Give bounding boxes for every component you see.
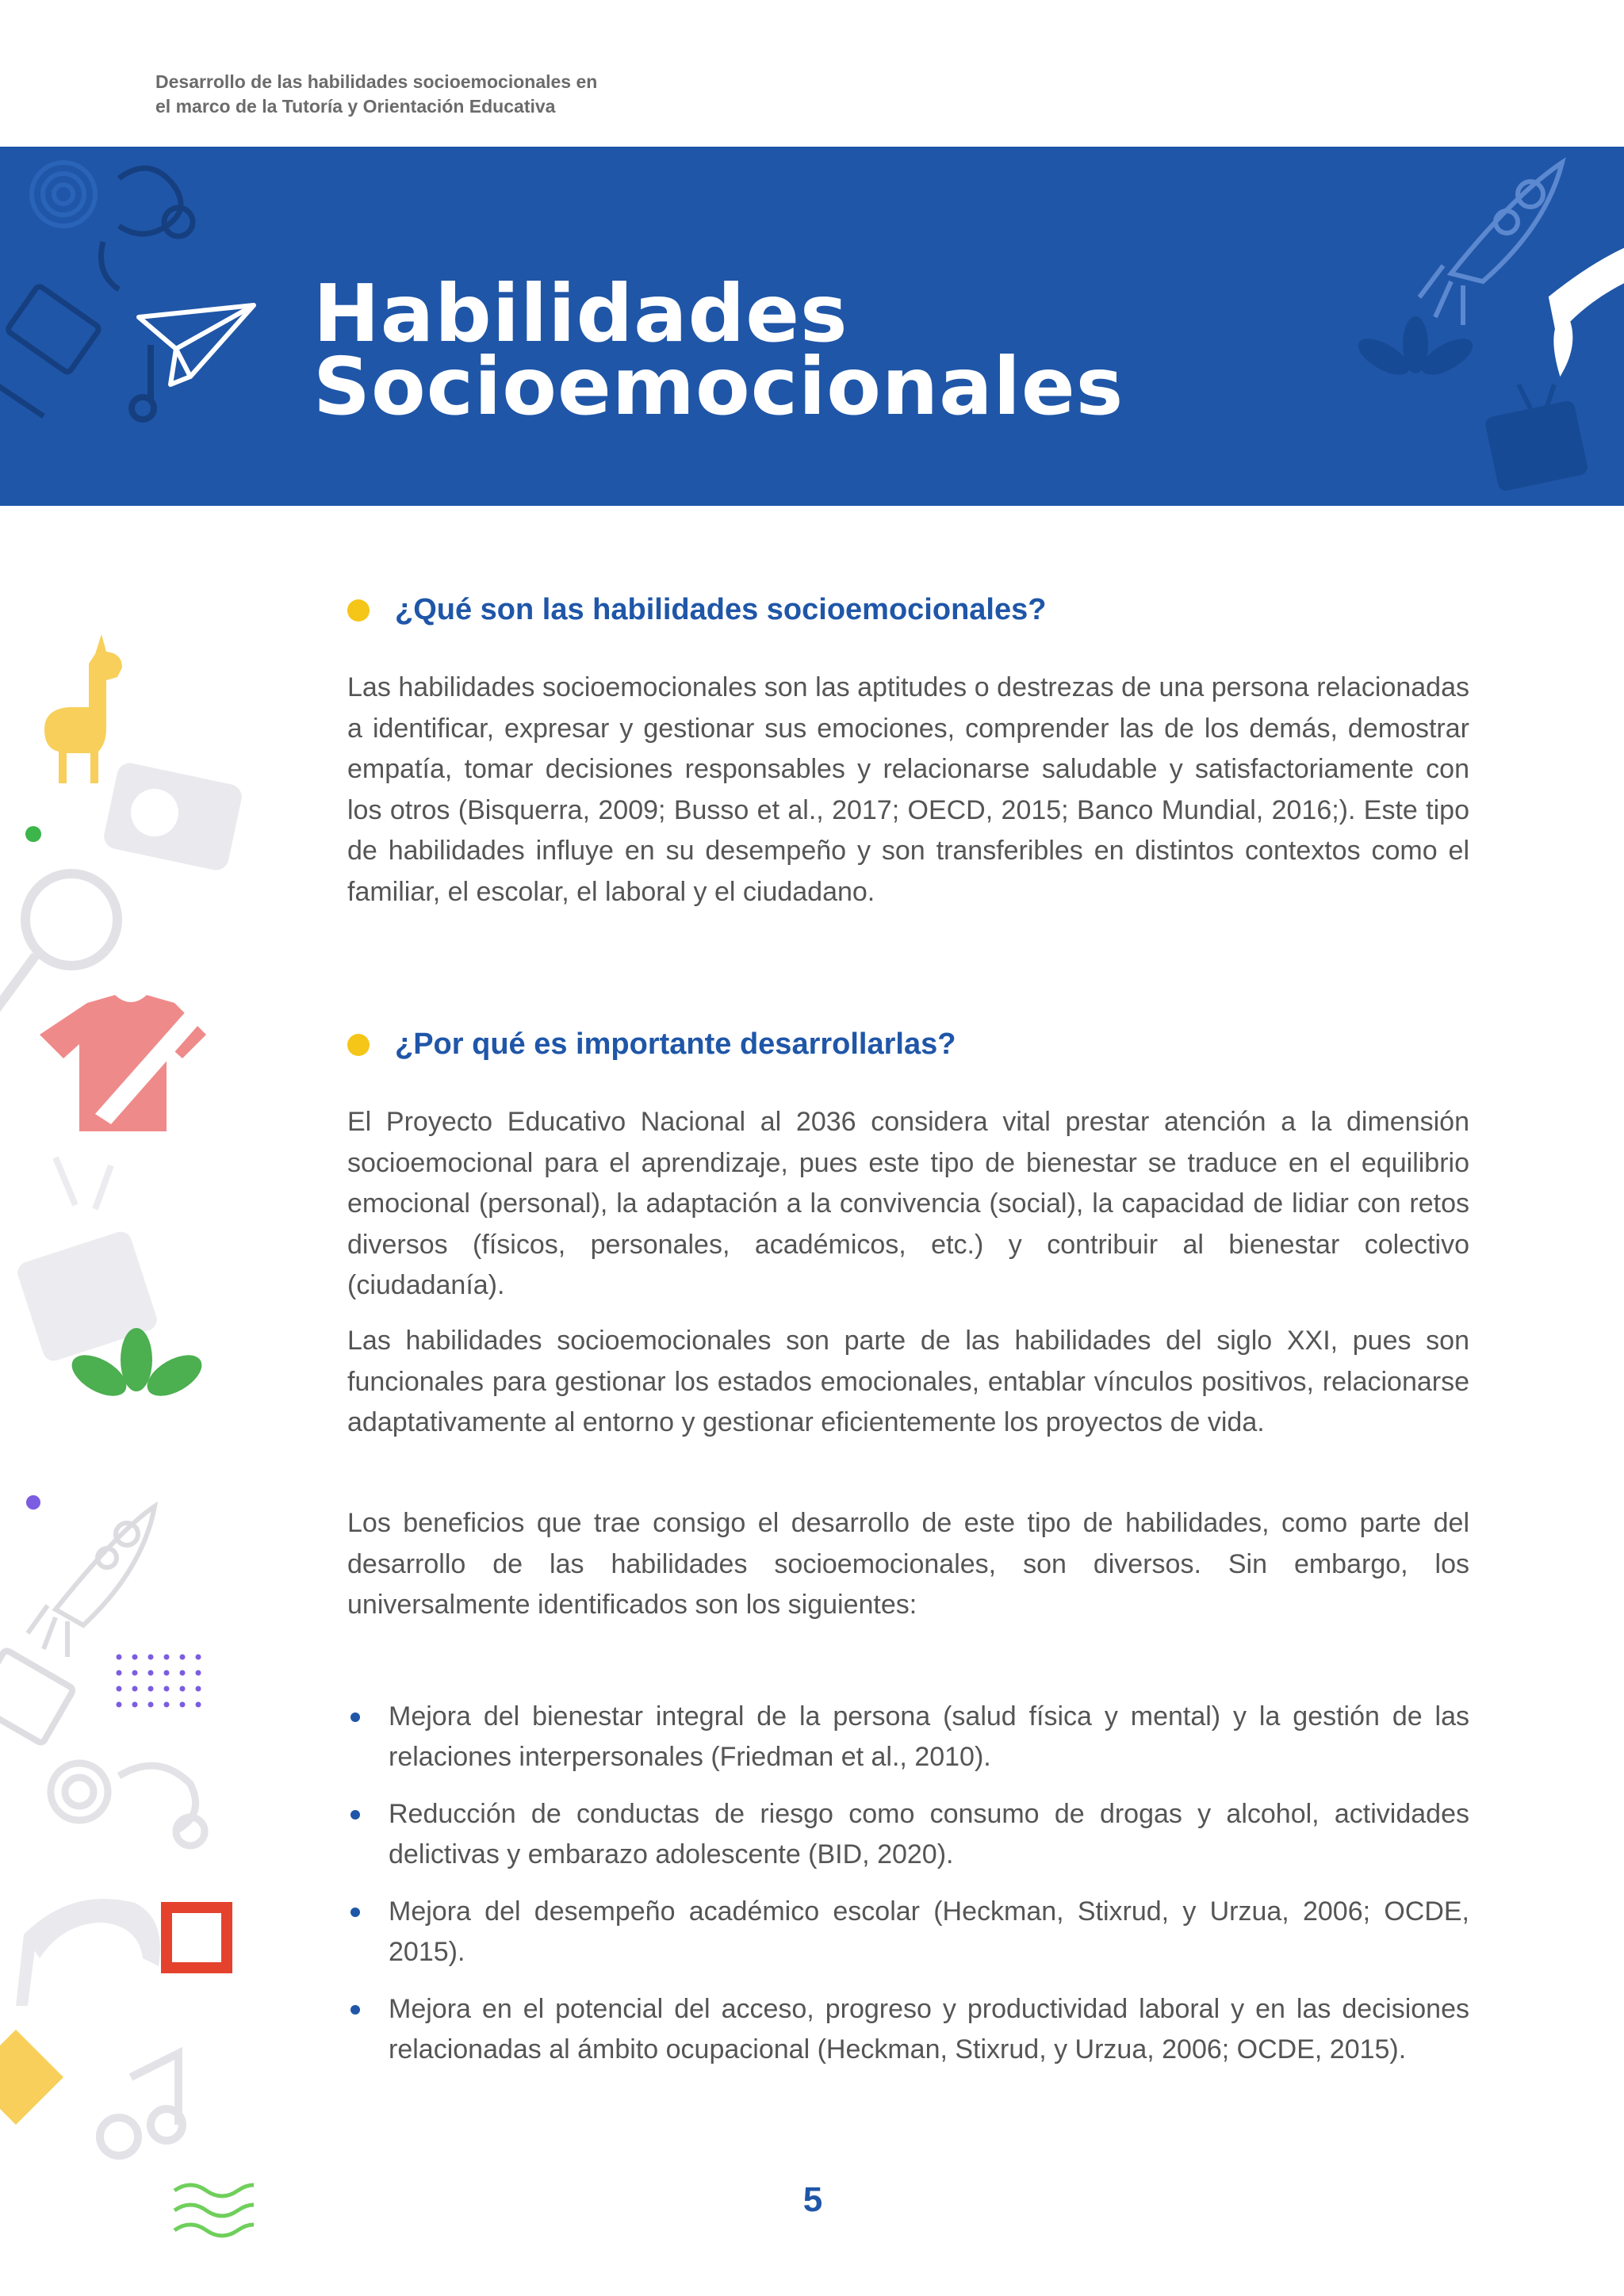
monkey-icon (102, 168, 193, 289)
list-item-text: Mejora del bienestar integral de la persona (salud física y mental) y la gestión de las relaciones interpersonales (Friedman et al., 2010). (389, 1701, 1469, 1772)
list-item-text: Mejora del desempeño académico escolar (Heckman, Stixrud, y Urzua, 2006; OCDE, 2015). (389, 1896, 1469, 1967)
tshirt-icon (40, 995, 206, 1131)
dot-grid-icon (117, 1655, 201, 1708)
paper-plane-icon (139, 305, 254, 385)
laptop-icon (0, 285, 100, 416)
page-title-line1: Habilidades (313, 267, 848, 360)
red-square-icon (167, 1908, 227, 1968)
list-bullet-icon (350, 2005, 360, 2015)
paragraph-definition: Las habilidades socioemocionales son las aptitudes o destrezas de una persona relacionadas a identificar, expresar y gestionar sus emociones, comprender las de los demás, demostrar empatía, tomar decisiones responsables y relacionarse saludable y satisfactoriamente con los otros (Bisquerra, 2009; Busso et al., 2017; OECD, 2015; Banco Mundial, 2016;). Este tipo de habilidades influye en su desempeño y son transferibles en distintos contextos como el familiar, el escolar, el laboral y el ciudadano. (347, 672, 1469, 907)
margin-decorations (0, 634, 254, 2296)
section-heading-what (347, 593, 1046, 627)
running-header (155, 70, 597, 119)
list-item (347, 1989, 1469, 2070)
laptop-icon (0, 1649, 74, 1743)
paragraph-skills-xxi: Las habilidades socioemocionales son parte de las habilidades del siglo XXI, pues son funcionales para gestionar los estados emocionales, entablar vínculos positivos, relacionarse adaptativamente al entorno y gestionar eficientemente los proyectos de vida. (347, 1326, 1469, 1438)
page-number: 5 (802, 2180, 823, 2219)
paragraph-benefits: Los beneficios que trae consigo el desarrollo de este tipo de habilidades, como parte del desarrollo de las habilidades socioemocionales, son diversos. Sin embargo, los universalmente identificados son los siguientes: (347, 1508, 1469, 1621)
list-item-text: Reducción de conductas de riesgo como consumo de drogas y alcohol, actividades delictivas y embarazo adolescente (BID, 2020). (389, 1799, 1469, 1869)
rocket-icon (1419, 163, 1562, 325)
chullo-hat-icon (16, 1899, 160, 2006)
running-header-line2: el marco de la Tutoría y Orientación Educativa (155, 96, 556, 117)
heading-bullet-icon (347, 1034, 370, 1056)
running-header-line1: Desarrollo de las habilidades socioemocionales en (155, 71, 598, 92)
list-item (347, 1794, 1469, 1875)
list-item (347, 1697, 1469, 1777)
spiral-icon (32, 163, 95, 226)
rocket-icon (28, 1506, 155, 1657)
section-heading-what-text: ¿Qué son las habilidades socioemocionales? (395, 593, 1047, 626)
purple-dot-icon (26, 1495, 40, 1510)
list-bullet-icon (350, 1908, 360, 1917)
llama-icon (44, 634, 122, 783)
benefits-list (347, 1697, 1469, 2087)
page-title (313, 267, 1124, 433)
title-banner (0, 147, 1624, 506)
section-heading-why-text: ¿Por qué es importante desarrollarlas? (395, 1027, 956, 1061)
wavy-lines-icon (174, 2185, 254, 2236)
green-dot-icon (25, 826, 41, 842)
tv-icon (1484, 385, 1588, 492)
leaves-icon (1353, 316, 1478, 382)
list-item (347, 1892, 1469, 1973)
list-bullet-icon (350, 1810, 360, 1820)
section-heading-why (347, 1027, 956, 1062)
radio-icon (102, 761, 243, 873)
magnifier-icon (0, 874, 117, 1015)
paragraph-pen: El Proyecto Educativo Nacional al 2036 considera vital prestar atención a la dimensión socioemocional para el aprendizaje, pues este tipo de bienestar se traduce en el equilibrio emocional (personal), la adaptación a la convivencia (social), la capacidad de lidiar con retos diversos (físicos, personales, académicos, etc.) y contribuir al bienestar colectivo (ciudadanía). (347, 1107, 1469, 1301)
yellow-diamond-icon (0, 2030, 63, 2125)
monkey-icon (51, 1763, 205, 1846)
music-note-icon (132, 345, 154, 419)
page-title-line2: Socioemocionales (313, 340, 1124, 433)
chullo-hat-icon (1550, 250, 1624, 373)
list-bullet-icon (350, 1712, 360, 1722)
music-note-icon (100, 2053, 182, 2156)
heading-bullet-icon (347, 599, 370, 622)
list-item-text: Mejora en el potencial del acceso, progreso y productividad laboral y en las decisiones relacionadas al ámbito ocupacional (Heckman, Stixrud, y Urzua, 2006; OCDE, 2015). (389, 1994, 1469, 2064)
